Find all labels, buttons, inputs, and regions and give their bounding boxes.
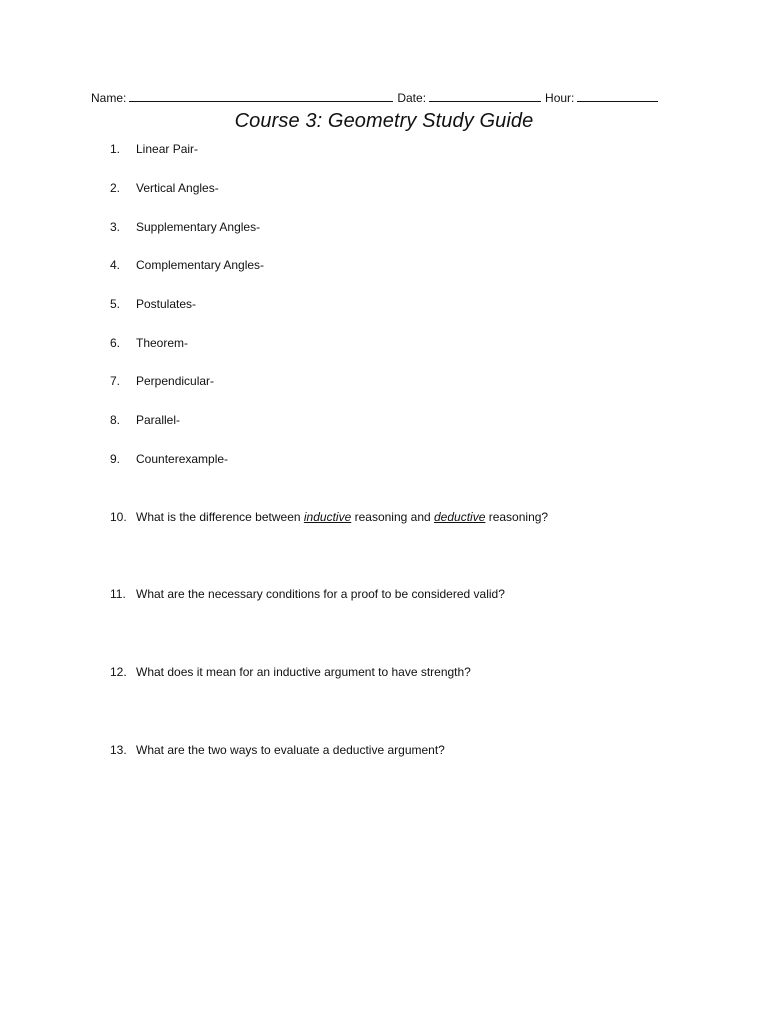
- question-item: [110, 510, 548, 524]
- term-item: [110, 297, 196, 311]
- item-number: 11.: [110, 587, 126, 601]
- date-blank: [429, 90, 541, 102]
- term-label: Vertical Angles-: [136, 181, 219, 195]
- term-label: Perpendicular-: [136, 374, 215, 388]
- term-label: Supplementary Angles-: [136, 220, 261, 234]
- hour-blank: [577, 90, 658, 102]
- term-label: Postulates-: [136, 297, 197, 311]
- item-number: 10.: [110, 510, 127, 524]
- emphasized-term-deductive: deductive: [434, 510, 486, 524]
- question-text-part: reasoning?: [485, 510, 549, 524]
- question-text-part: What is the difference between: [136, 510, 304, 524]
- term-label: Complementary Angles-: [136, 258, 265, 272]
- question-text: What does it mean for an inductive argument to have strength?: [136, 665, 471, 679]
- item-number: 12.: [110, 665, 127, 679]
- question-text: What are the necessary conditions for a proof to be considered valid?: [136, 587, 505, 601]
- question-text: What are the two ways to evaluate a deductive argument?: [136, 743, 445, 757]
- item-number: 1.: [110, 142, 121, 156]
- item-number: 7.: [110, 374, 121, 388]
- question-item: [110, 665, 471, 679]
- term-item: [110, 220, 260, 234]
- question-text-part: reasoning and: [351, 510, 434, 524]
- name-blank: [129, 90, 393, 102]
- term-item: [110, 181, 219, 195]
- item-number: 13.: [110, 743, 127, 757]
- term-label: Parallel-: [136, 413, 181, 427]
- item-number: 5.: [110, 297, 121, 311]
- question-text: [136, 510, 548, 524]
- item-number: 6.: [110, 336, 121, 350]
- page-title: Course 3: Geometry Study Guide: [234, 110, 534, 132]
- item-number: 8.: [110, 413, 121, 427]
- name-label: Name:: [91, 91, 127, 105]
- student-info-line: [91, 90, 681, 105]
- term-item: [110, 336, 188, 350]
- term-item: [110, 142, 198, 156]
- term-item: [110, 374, 214, 388]
- term-label: Counterexample-: [136, 452, 229, 466]
- term-label: Theorem-: [136, 336, 189, 350]
- term-item: [110, 258, 264, 272]
- hour-label: Hour:: [545, 91, 575, 105]
- term-item: [110, 452, 228, 466]
- term-label: Linear Pair-: [136, 142, 199, 156]
- item-number: 3.: [110, 220, 121, 234]
- item-number: 2.: [110, 181, 121, 195]
- emphasized-term-inductive: inductive: [303, 510, 352, 524]
- item-number: 4.: [110, 258, 121, 272]
- term-item: [110, 413, 180, 427]
- question-item: [110, 743, 445, 757]
- item-number: 9.: [110, 452, 121, 466]
- question-item: [110, 587, 505, 601]
- date-label: Date:: [397, 91, 427, 105]
